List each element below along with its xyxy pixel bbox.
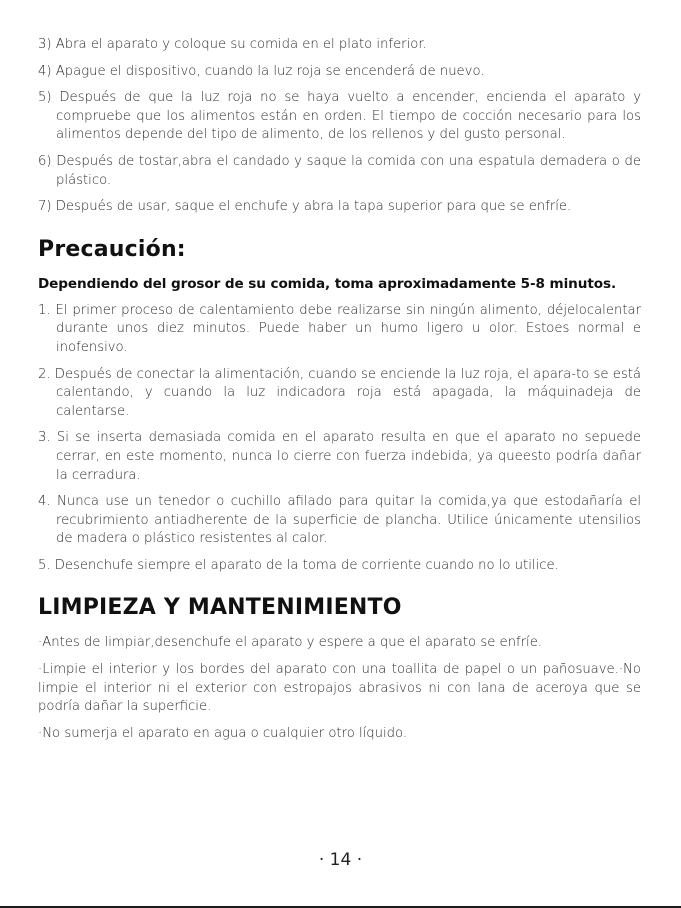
precaucion-item-4: 4. Nunca use un tenedor o cuchillo afilado para quitar la comida,ya que estodañaría el recubrimiento antiadherente de la superficie de plancha. Utilice únicamente utensilios de madera o plástico resistentes al calor.: [38, 494, 641, 547]
precaucion-heading: Precaución:: [38, 236, 186, 262]
precaucion-item-3: 3. Si se inserta demasiada comida en el aparato resulta en que el aparato no sepuede cerrar, en este momento, nunca lo cierre con fuerza indebida, ya queesto podría dañar la cerradura.: [38, 430, 641, 483]
limpieza-heading: LIMPIEZA Y MANTENIMIENTO: [38, 595, 402, 621]
precaucion-item-2: 2. Después de conectar la alimentación, cuando se enciende la luz roja, el apara-to se está calentando, y cuando la luz indicadora roja está apagada, la máquinadeja de calentarse.: [38, 366, 641, 419]
page-number: · 14 ·: [318, 850, 363, 870]
precaucion-item-5: 5. Desenchufe siempre el aparato de la toma de corriente cuando no lo utilice.: [38, 557, 559, 573]
limpieza-item-3: ·No sumerja el aparato en agua o cualquier otro líquido.: [38, 725, 408, 741]
precaucion-item-1: 1. El primer proceso de calentamiento debe realizarse sin ningún alimento, déjelocalentar durante unos diez minutos. Puede haber un humo ligero u olor. Estoes normal e inofensivo.: [38, 302, 641, 355]
step-5: 5) Después de que la luz roja no se haya vuelto a encender, encienda el aparato y compruebe que los alimentos están en orden. El tiempo de cocción necesario para los alimentos depende del tipo de alimento, de los rellenos y del gusto personal.: [38, 90, 641, 143]
limpieza-item-2: ·Limpie el interior y los bordes del aparato con una toallita de papel o un pañosuave.·No limpie el interior ni el exterior con estropajos abrasivos ni con lana de aceroya que se podría dañar la superficie.: [38, 662, 641, 715]
step-3: 3) Abra el aparato y coloque su comida en el plato inferior.: [38, 37, 427, 52]
step-4: 4) Apague el dispositivo, cuando la luz roja se encenderá de nuevo.: [38, 63, 485, 79]
limpieza-item-1: ·Antes de limpiar,desenchufe el aparato y espere a que el aparato se enfríe.: [38, 635, 543, 651]
manual-page: [38, 36, 641, 751]
precaucion-subtitle: Dependiendo del grosor de su comida, toma aproximadamente 5-8 minutos.: [38, 275, 617, 292]
step-7: 7) Después de usar, saque el enchufe y abra la tapa superior para que se enfríe.: [38, 199, 572, 215]
step-6: 6) Después de tostar,abra el candado y saque la comida con una espatula demadera o de plástico.: [38, 153, 641, 188]
